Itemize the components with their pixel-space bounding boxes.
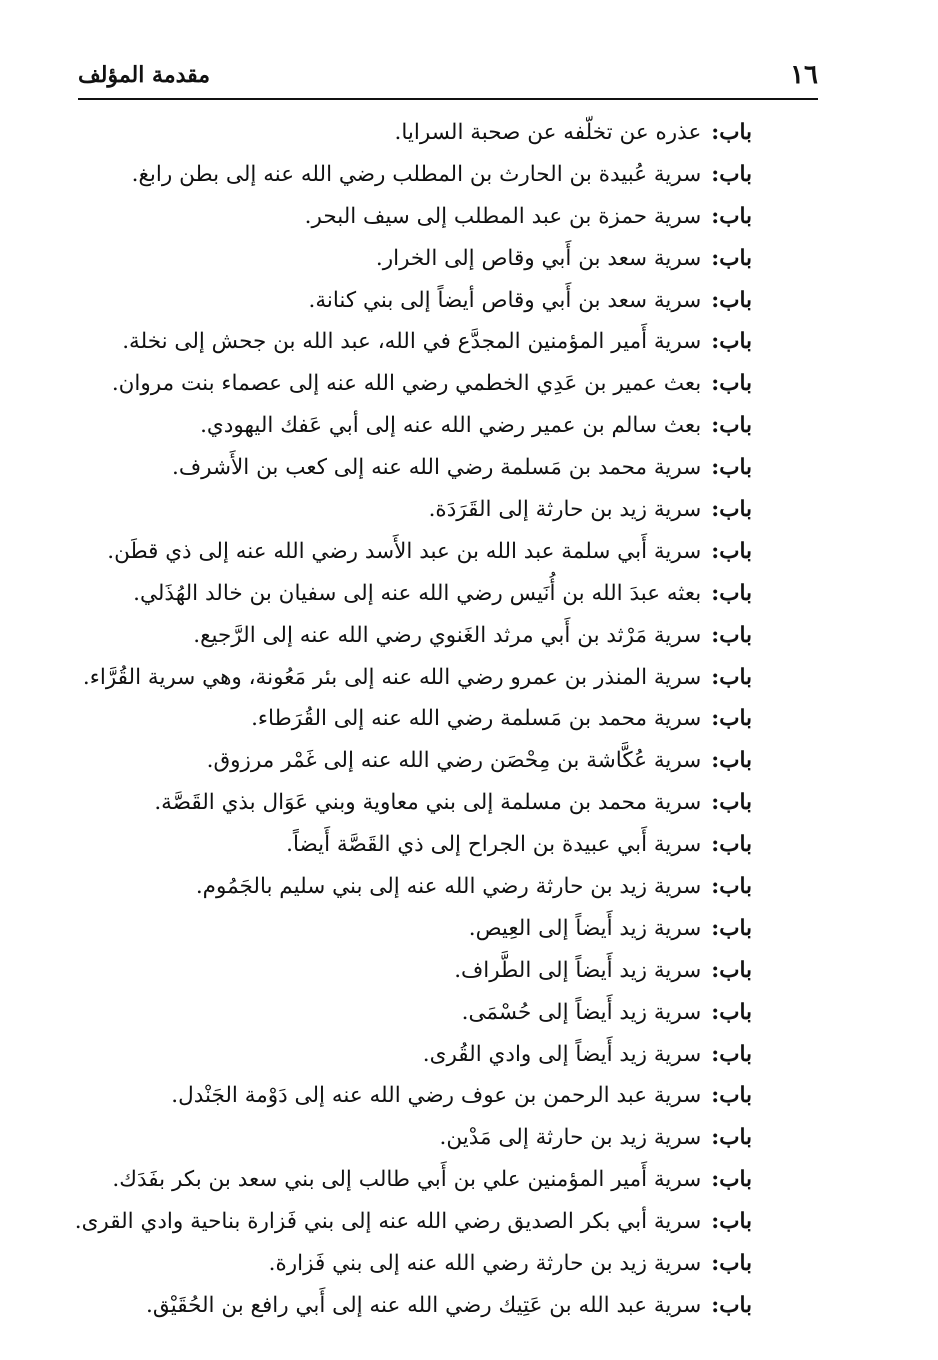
entry-prefix: باب:: [711, 497, 752, 523]
chapter-entry: [100, 1117, 752, 1159]
entry-prefix: باب:: [711, 287, 752, 313]
chapter-entry: [100, 238, 752, 280]
entry-prefix: باب:: [711, 161, 752, 187]
entry-prefix: باب:: [711, 1251, 752, 1277]
entry-prefix: باب:: [711, 1209, 752, 1235]
entry-title: سرية أَبي عبيدة بن الجراح إلى ذي القَصَّة أَيضاً.: [286, 832, 702, 858]
chapter-entry: [100, 1159, 752, 1201]
entry-title: بعثه عبدَ الله بن أُنَيس رضي الله عنه إلى سفيان بن خالد الهُذَلي.: [133, 580, 702, 606]
entry-title: سرية زيد أَيضاً إلى العِيص.: [468, 915, 702, 941]
entry-title: سرية محمد بن مَسلمة رضي الله عنه إلى كعب بن الأَشرف.: [172, 455, 702, 481]
entry-prefix: باب:: [711, 874, 752, 900]
page-header: [78, 58, 818, 100]
chapter-entry: [100, 154, 752, 196]
entry-title: سرية أبي بكر الصديق رضي الله عنه إلى بني فَزارة بناحية وادي القرى.: [74, 1209, 702, 1235]
entry-prefix: باب:: [711, 1125, 752, 1151]
entry-title: سرية عُكَّاشة بن مِحْصَن رضي الله عنه إلى غَمْر مرزوق.: [206, 748, 702, 774]
chapter-entry: [100, 280, 752, 322]
chapter-entry: [100, 363, 752, 405]
entry-prefix: باب:: [711, 455, 752, 481]
entry-prefix: باب:: [711, 915, 752, 941]
chapter-entry: [100, 992, 752, 1034]
entry-title: سرية حمزة بن عبد المطلب إلى سيف البحر.: [304, 203, 702, 229]
entry-prefix: باب:: [711, 329, 752, 355]
chapter-entry: [82, 657, 752, 699]
chapter-entry: [100, 489, 752, 531]
chapter-entry: [100, 573, 752, 615]
entry-title: عذره عن تخلّفه عن صحبة السرايا.: [394, 120, 702, 145]
chapter-entry: [74, 1201, 752, 1243]
chapter-entry: [100, 405, 752, 447]
chapter-entry: [100, 321, 752, 363]
chapter-entry: [100, 1243, 752, 1285]
entry-title: سرية زيد بن حارثة رضي الله عنه إلى بني سليم بالجَمُوم.: [195, 874, 702, 900]
entry-prefix: باب:: [711, 664, 752, 690]
entry-title: سرية أَبي سلمة عبد الله بن عبد الأَسد رضي الله عنه إلى ذي قطَن.: [107, 538, 702, 564]
entry-title: سرية زيد بن حارثة إلى مَدْين.: [439, 1125, 702, 1151]
entry-prefix: باب:: [711, 245, 752, 271]
entry-title: سرية زيد أَيضاً إلى وادي القُرى.: [422, 1041, 702, 1067]
chapter-entry: [100, 1075, 752, 1117]
running-title: مقدمة المؤلف: [78, 62, 211, 88]
entry-title: سرية أَمير المؤمنين علي بن أَبي طالب إلى بني سعد بن بكر بفَدَك.: [112, 1167, 702, 1193]
entry-title: سرية زيد أَيضاً إلى الطَّراف.: [454, 957, 702, 983]
entry-prefix: باب:: [711, 580, 752, 606]
chapter-list: [74, 112, 752, 1327]
chapter-entry: [100, 615, 752, 657]
chapter-entry: [100, 782, 752, 824]
entry-prefix: باب:: [711, 1167, 752, 1193]
entry-prefix: باب:: [711, 999, 752, 1025]
chapter-entry: [100, 908, 752, 950]
entry-title: سرية عُبيدة بن الحارث بن المطلب رضي الله عنه إلى بطن رابغ.: [131, 161, 702, 187]
entry-prefix: باب:: [711, 832, 752, 858]
entry-prefix: باب:: [711, 1041, 752, 1067]
entry-title: سرية زيد أَيضاً إلى حُسْمَى.: [461, 999, 702, 1025]
entry-title: سرية سعد بن أَبي وقاص إلى الخرار.: [375, 245, 702, 271]
chapter-entry: [100, 112, 752, 154]
entry-title: سرية زيد بن حارثة رضي الله عنه إلى بني فَزارة.: [268, 1251, 702, 1277]
entry-title: سرية سعد بن أَبي وقاص أيضاً إلى بني كنانة.: [308, 287, 702, 313]
entry-prefix: باب:: [711, 1292, 752, 1318]
entry-prefix: باب:: [711, 413, 752, 439]
entry-title: سرية عبد الرحمن بن عوف رضي الله عنه إلى دَوْمة الجَنْدل.: [171, 1083, 702, 1109]
entry-title: سرية محمد بن مسلمة إلى بني معاوية وبني عَوَال بذي القَصَّة.: [154, 790, 702, 816]
entry-prefix: باب:: [711, 371, 752, 397]
entry-prefix: باب:: [711, 790, 752, 816]
entry-prefix: باب:: [711, 120, 752, 145]
entry-title: سرية أَمير المؤمنين المجدَّع في الله، عبد الله بن جحش إلى نخلة.: [122, 329, 702, 355]
entry-title: بعث عمير بن عَدِي الخطمي رضي الله عنه إلى عصماء بنت مروان.: [111, 371, 702, 397]
chapter-entry: [100, 1034, 752, 1076]
entry-title: سرية مَرْثد بن أَبي مرثد الغَنوي رضي الله عنه إلى الرَّجيع.: [193, 622, 702, 648]
chapter-entry: [100, 950, 752, 992]
chapter-entry: [100, 740, 752, 782]
chapter-entry: [100, 1285, 752, 1327]
chapter-entry: [100, 531, 752, 573]
entry-prefix: باب:: [711, 706, 752, 732]
chapter-entry: [100, 866, 752, 908]
entry-prefix: باب:: [711, 622, 752, 648]
entry-prefix: باب:: [711, 748, 752, 774]
page-number: ١٦: [790, 60, 818, 90]
entry-prefix: باب:: [711, 203, 752, 229]
entry-prefix: باب:: [711, 957, 752, 983]
chapter-entry: [100, 698, 752, 740]
chapter-entry: [100, 824, 752, 866]
entry-title: سرية زيد بن حارثة إلى القَرَدَة.: [428, 497, 702, 523]
entry-title: سرية عبد الله بن عَتِيك رضي الله عنه إلى أَبي رافع بن الحُقَيْق.: [145, 1292, 702, 1318]
entry-title: بعث سالم بن عمير رضي الله عنه إلى أبي عَفك اليهودي.: [200, 413, 702, 439]
entry-prefix: باب:: [711, 538, 752, 564]
chapter-entry: [100, 196, 752, 238]
chapter-entry: [100, 447, 752, 489]
entry-title: سرية محمد بن مَسلمة رضي الله عنه إلى القُرَطاء.: [251, 706, 702, 732]
entry-prefix: باب:: [711, 1083, 752, 1109]
entry-title: سرية المنذر بن عمرو رضي الله عنه إلى بئر مَعُونة، وهي سرية القُرَّاء.: [82, 664, 702, 690]
